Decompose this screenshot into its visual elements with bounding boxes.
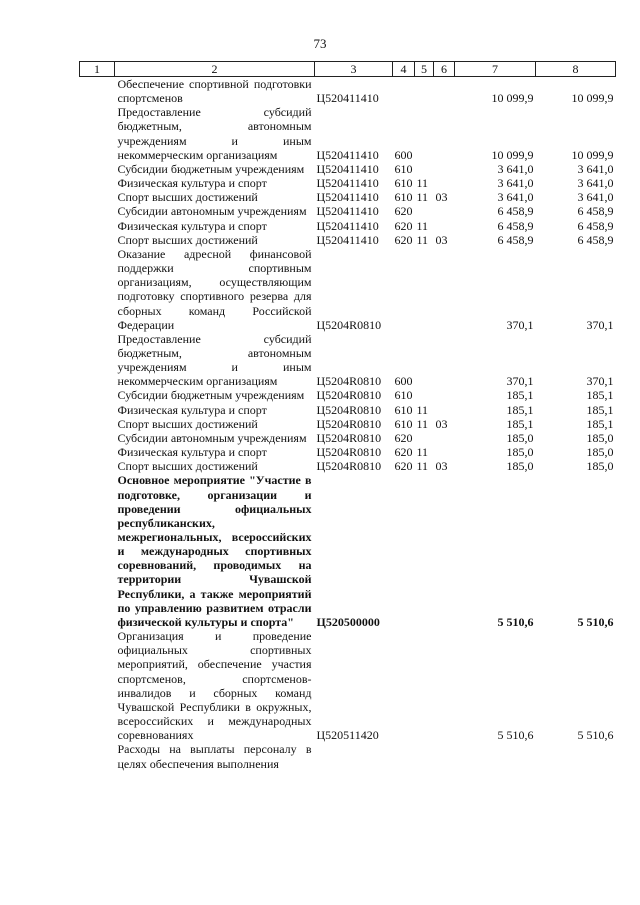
item-name-cell: Предоставление субсидий бюджетным, автономным учреждениям и иным некоммерческим организациям — [117, 331, 312, 389]
row-number-cell — [80, 233, 115, 247]
section-cell: 11 — [416, 402, 429, 417]
target-code-cell: Ц520411410 — [316, 147, 379, 162]
column-header-2: 2 — [115, 62, 315, 77]
expense-type-cell: 610 — [394, 416, 413, 431]
subsection-cell — [434, 332, 455, 389]
item-name-cell: Физическая культура и спорт — [117, 445, 267, 460]
row-number-cell — [80, 162, 115, 176]
table-row — [80, 388, 616, 402]
row-number-cell — [80, 190, 115, 204]
expense-type-cell: 620 — [394, 218, 413, 233]
section-cell — [415, 629, 434, 742]
target-code-cell: Ц520411410 — [316, 91, 379, 106]
subsection-cell — [434, 403, 455, 417]
item-name-cell: Спорт высших достижений — [117, 416, 258, 431]
section-cell — [415, 77, 434, 106]
amount-cell-2: 185,0 — [586, 430, 614, 445]
table-row — [80, 219, 616, 233]
target-code-cell: Ц520511420 — [316, 728, 379, 743]
amount-cell-2: 6 458,9 — [577, 232, 614, 247]
amount-cell-2: 10 099,9 — [571, 147, 614, 162]
expense-type-cell — [393, 247, 415, 332]
expense-type-cell: 610 — [394, 190, 413, 205]
table-row — [80, 77, 616, 106]
target-code-cell: Ц5204R0810 — [316, 317, 382, 332]
item-name-cell: Спорт высших достижений — [117, 190, 258, 205]
amount-cell-2: 3 641,0 — [577, 176, 614, 191]
table-header — [80, 62, 616, 77]
row-number-cell — [80, 332, 115, 389]
row-number-cell — [80, 388, 115, 402]
amount-cell-1: 6 458,9 — [497, 232, 534, 247]
item-name-cell: Субсидии автономным учреждениям — [117, 204, 307, 219]
item-name-cell: Субсидии бюджетным учреждениям — [117, 388, 305, 403]
expense-type-cell: 620 — [394, 459, 413, 474]
expense-type-cell: 610 — [394, 161, 413, 176]
table-row — [80, 417, 616, 431]
table-body — [80, 77, 616, 771]
target-code-cell: Ц5204R0810 — [316, 445, 382, 460]
amount-cell-1: 185,1 — [506, 416, 534, 431]
expense-type-cell: 620 — [394, 204, 413, 219]
amount-cell-2: 6 458,9 — [577, 218, 614, 233]
table-row — [80, 742, 616, 770]
item-name-cell: Расходы на выплаты персоналу в целях обеспечения выполнения — [117, 742, 312, 771]
column-header-7: 7 — [455, 62, 536, 77]
expense-type-cell — [393, 77, 415, 106]
amount-cell-1 — [455, 742, 536, 770]
row-number-cell — [80, 105, 115, 162]
row-number-cell — [80, 459, 115, 473]
expense-type-cell: 610 — [394, 176, 413, 191]
subsection-cell: 03 — [435, 459, 448, 474]
amount-cell-1: 185,0 — [506, 459, 534, 474]
section-cell — [415, 204, 434, 218]
amount-cell-2: 185,1 — [586, 388, 614, 403]
table-row — [80, 459, 616, 473]
amount-cell-1: 185,0 — [506, 445, 534, 460]
item-name-cell: Субсидии автономным учреждениям — [117, 430, 307, 445]
table-row — [80, 445, 616, 459]
amount-cell-1: 3 641,0 — [497, 176, 534, 191]
item-name-cell: Предоставление субсидий бюджетным, автономным учреждениям и иным некоммерческим организациям — [117, 105, 312, 162]
item-name-cell: Физическая культура и спорт — [117, 402, 267, 417]
column-header-1: 1 — [80, 62, 115, 77]
row-number-cell — [80, 204, 115, 218]
amount-cell-2: 370,1 — [586, 374, 614, 389]
section-cell: 11 — [416, 445, 429, 460]
table-row — [80, 176, 616, 190]
item-name-cell: Организация и проведение официальных спортивных мероприятий, обеспечение участия спортсменов, спортсменов-инвалидов и сборных команд Чувашской Республики в окружных, всероссийских и международных соревнованиях — [117, 629, 312, 743]
subsection-cell — [434, 431, 455, 445]
row-number-cell — [80, 77, 115, 106]
target-code-cell: Ц5204R0810 — [316, 402, 382, 417]
expense-type-cell: 610 — [394, 388, 413, 403]
subsection-cell — [434, 204, 455, 218]
amount-cell-2: 185,0 — [586, 459, 614, 474]
column-header-6: 6 — [434, 62, 455, 77]
row-number-cell — [80, 417, 115, 431]
item-name-cell: Основное мероприятие "Участие в подготовке, организации и проведении официальных республиканских, межрегиональных, всероссийских и международных спортивных соревнований, проводимых на территории Чувашской Республики, а также мероприятий по управлению развитием отрасли физической культуры и спорта" — [117, 473, 312, 629]
table-row — [80, 473, 616, 629]
target-code-cell: Ц5204R0810 — [316, 459, 382, 474]
table-row — [80, 247, 616, 332]
subsection-cell — [434, 77, 455, 106]
table-row — [80, 629, 616, 742]
amount-cell-1: 3 641,0 — [497, 161, 534, 176]
amount-cell-2: 370,1 — [586, 317, 614, 332]
row-number-cell — [80, 403, 115, 417]
amount-cell-1: 10 099,9 — [491, 147, 534, 162]
table-row — [80, 204, 616, 218]
target-code-cell: Ц5204R0810 — [316, 430, 382, 445]
header-row — [80, 62, 616, 77]
target-code-cell — [315, 742, 393, 770]
amount-cell-1: 185,1 — [506, 402, 534, 417]
budget-table — [79, 61, 616, 771]
table-row — [80, 190, 616, 204]
amount-cell-1: 370,1 — [506, 317, 534, 332]
section-cell — [415, 332, 434, 389]
row-number-cell — [80, 219, 115, 233]
amount-cell-2: 3 641,0 — [577, 161, 614, 176]
subsection-cell — [434, 445, 455, 459]
table-row — [80, 162, 616, 176]
item-name-cell: Субсидии бюджетным учреждениям — [117, 161, 305, 176]
target-code-cell: Ц5204R0810 — [316, 374, 382, 389]
row-number-cell — [80, 629, 115, 742]
subsection-cell — [434, 247, 455, 332]
section-cell — [415, 431, 434, 445]
section-cell: 11 — [416, 190, 429, 205]
subsection-cell: 03 — [435, 416, 448, 431]
section-cell — [415, 742, 434, 770]
subsection-cell — [434, 629, 455, 742]
amount-cell-1: 3 641,0 — [497, 190, 534, 205]
item-name-cell: Физическая культура и спорт — [117, 218, 267, 233]
amount-cell-2 — [536, 742, 616, 770]
amount-cell-1: 5 510,6 — [497, 614, 534, 629]
amount-cell-1: 185,0 — [506, 430, 534, 445]
target-code-cell: Ц5204R0810 — [316, 416, 382, 431]
target-code-cell: Ц520500000 — [316, 614, 380, 629]
table-row — [80, 105, 616, 162]
subsection-cell — [434, 388, 455, 402]
target-code-cell: Ц520411410 — [316, 161, 379, 176]
item-name-cell: Спорт высших достижений — [117, 459, 258, 474]
column-header-3: 3 — [315, 62, 393, 77]
amount-cell-1: 6 458,9 — [497, 204, 534, 219]
table-row — [80, 431, 616, 445]
section-cell — [415, 105, 434, 162]
section-cell — [415, 473, 434, 629]
item-name-cell: Обеспечение спортивной подготовки спортсменов — [117, 77, 312, 106]
target-code-cell: Ц520411410 — [316, 218, 379, 233]
row-number-cell — [80, 742, 115, 770]
subsection-cell — [434, 162, 455, 176]
expense-type-cell — [393, 742, 415, 770]
target-code-cell: Ц520411410 — [316, 176, 379, 191]
target-code-cell: Ц520411410 — [316, 190, 379, 205]
target-code-cell: Ц520411410 — [316, 204, 379, 219]
section-cell: 11 — [416, 218, 429, 233]
expense-type-cell: 600 — [394, 147, 413, 162]
amount-cell-2: 10 099,9 — [571, 91, 614, 106]
table-row — [80, 233, 616, 247]
item-name-cell: Спорт высших достижений — [117, 232, 258, 247]
table-row — [80, 332, 616, 389]
target-code-cell: Ц5204R0810 — [316, 388, 382, 403]
table-row — [80, 403, 616, 417]
amount-cell-1: 185,1 — [506, 388, 534, 403]
column-header-5: 5 — [415, 62, 434, 77]
expense-type-cell — [393, 473, 415, 629]
amount-cell-1: 10 099,9 — [491, 91, 534, 106]
column-header-4: 4 — [393, 62, 415, 77]
subsection-cell — [434, 742, 455, 770]
section-cell — [415, 162, 434, 176]
section-cell — [415, 247, 434, 332]
expense-type-cell: 620 — [394, 232, 413, 247]
target-code-cell: Ц520411410 — [316, 232, 379, 247]
expense-type-cell: 620 — [394, 445, 413, 460]
row-number-cell — [80, 431, 115, 445]
amount-cell-2: 6 458,9 — [577, 204, 614, 219]
subsection-cell: 03 — [435, 232, 448, 247]
item-name-cell: Физическая культура и спорт — [117, 176, 267, 191]
section-cell: 11 — [416, 459, 429, 474]
section-cell: 11 — [416, 176, 429, 191]
expense-type-cell — [393, 629, 415, 742]
row-number-cell — [80, 473, 115, 629]
column-header-8: 8 — [536, 62, 616, 77]
row-number-cell — [80, 445, 115, 459]
page-number: 73 — [313, 36, 327, 51]
row-number-cell — [80, 247, 115, 332]
amount-cell-1: 6 458,9 — [497, 218, 534, 233]
subsection-cell — [434, 176, 455, 190]
expense-type-cell: 620 — [394, 430, 413, 445]
item-name-cell: Оказание адресной финансовой поддержки спортивным организациям, осуществляющим подготовку спортивного резерва для сборных команд Российской Федерации — [117, 246, 312, 332]
section-cell: 11 — [416, 232, 429, 247]
amount-cell-2: 185,0 — [586, 445, 614, 460]
amount-cell-2: 3 641,0 — [577, 190, 614, 205]
section-cell — [415, 388, 434, 402]
expense-type-cell: 610 — [394, 402, 413, 417]
subsection-cell — [434, 473, 455, 629]
section-cell: 11 — [416, 416, 429, 431]
expense-type-cell: 600 — [394, 374, 413, 389]
amount-cell-2: 5 510,6 — [577, 614, 614, 629]
row-number-cell — [80, 176, 115, 190]
subsection-cell: 03 — [435, 190, 448, 205]
subsection-cell — [434, 105, 455, 162]
amount-cell-2: 5 510,6 — [577, 728, 614, 743]
amount-cell-2: 185,1 — [586, 402, 614, 417]
amount-cell-1: 5 510,6 — [497, 728, 534, 743]
amount-cell-2: 185,1 — [586, 416, 614, 431]
subsection-cell — [434, 219, 455, 233]
amount-cell-1: 370,1 — [506, 374, 534, 389]
